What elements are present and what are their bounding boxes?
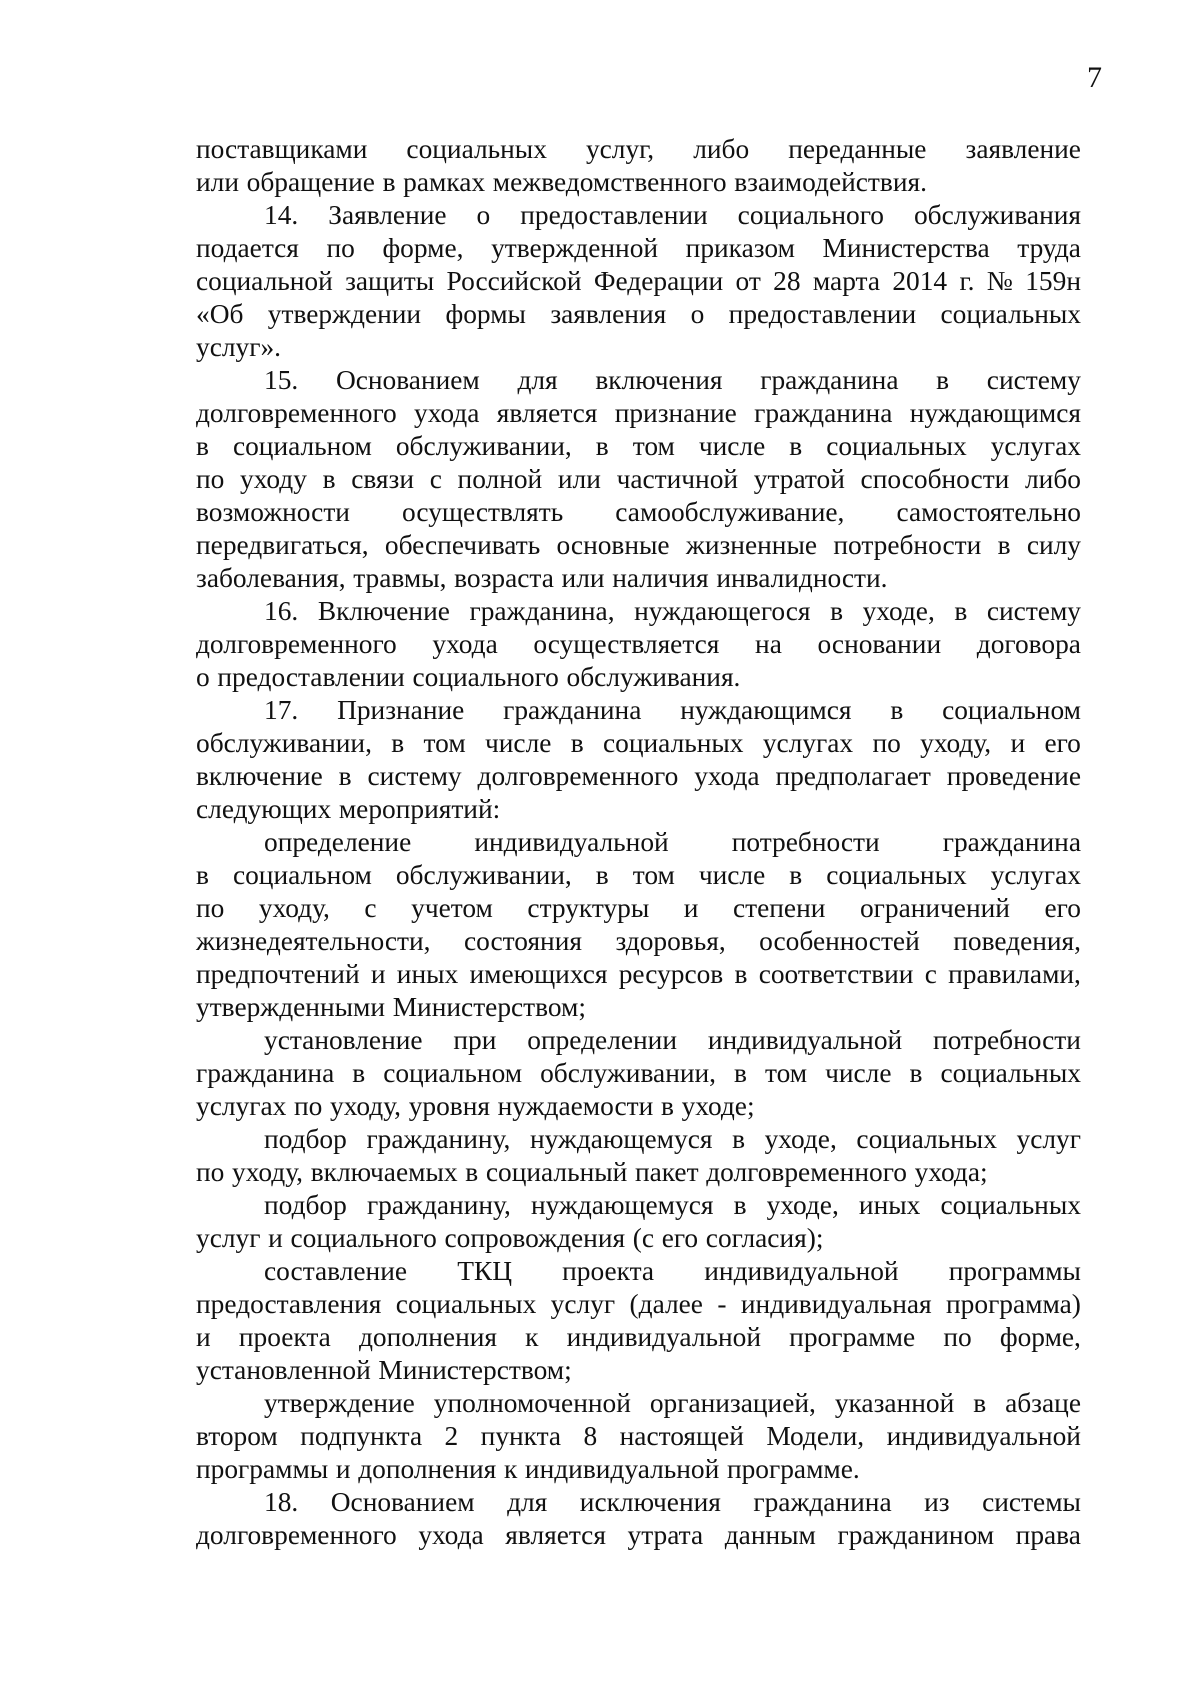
text-line: заболевания, травмы, возраста или наличия инвалидности.	[196, 563, 888, 593]
text-line: 14. Заявление о предоставлении социального обслуживания	[264, 200, 1081, 230]
text-line: 16. Включение гражданина, нуждающегося в уходе, в систему	[264, 596, 1081, 626]
text-line: долговременного ухода является утрата данным гражданином права	[196, 1520, 1081, 1550]
text-line: установление при определении индивидуальной потребности	[264, 1025, 1081, 1055]
text-line: о предоставлении социального обслуживания.	[196, 662, 741, 692]
text-line: поставщиками социальных услуг, либо переданные заявление	[196, 134, 1081, 164]
text-line: подбор гражданину, нуждающемуся в уходе, социальных услуг	[264, 1124, 1081, 1154]
text-line: долговременного ухода является признание гражданина нуждающимся	[196, 398, 1081, 428]
text-line: утверждение уполномоченной организацией, указанной в абзаце	[264, 1388, 1081, 1418]
page-number: 7	[1087, 61, 1102, 94]
text-line: по уходу, с учетом структуры и степени ограничений его	[196, 893, 1081, 923]
text-line: втором подпункта 2 пункта 8 настоящей Модели, индивидуальной	[196, 1421, 1081, 1451]
text-line: 17. Признание гражданина нуждающимся в социальном	[264, 695, 1081, 725]
text-line: установленной Министерством;	[196, 1355, 572, 1385]
text-line: и проекта дополнения к индивидуальной программе по форме,	[196, 1322, 1081, 1352]
text-line: программы и дополнения к индивидуальной программе.	[196, 1454, 860, 1484]
text-line: в социальном обслуживании, в том числе в социальных услугах	[196, 860, 1081, 890]
text-line: услуг».	[196, 332, 281, 362]
text-line: «Об утверждении формы заявления о предоставлении социальных	[196, 299, 1081, 329]
text-line: предоставления социальных услуг (далее - индивидуальная программа)	[196, 1289, 1081, 1319]
text-line: услугах по уходу, уровня нуждаемости в уходе;	[196, 1091, 755, 1121]
text-line: услуг и социального сопровождения (с его согласия);	[196, 1223, 824, 1253]
text-line: определение индивидуальной потребности гражданина	[264, 827, 1081, 857]
text-line: долговременного ухода осуществляется на основании договора	[196, 629, 1081, 659]
text-line: подбор гражданину, нуждающемуся в уходе, иных социальных	[264, 1190, 1081, 1220]
text-line: предпочтений и иных имеющихся ресурсов в соответствии с правилами,	[196, 959, 1081, 989]
text-line: социальной защиты Российской Федерации от 28 марта 2014 г. № 159н	[196, 266, 1081, 296]
text-line: или обращение в рамках межведомственного взаимодействия.	[196, 167, 927, 197]
text-line: составление ТКЦ проекта индивидуальной программы	[264, 1256, 1081, 1286]
text-line: гражданина в социальном обслуживании, в том числе в социальных	[196, 1058, 1081, 1088]
text-line: обслуживании, в том числе в социальных услугах по уходу, и его	[196, 728, 1081, 758]
text-line: утвержденными Министерством;	[196, 992, 587, 1022]
document-body	[196, 133, 1081, 1552]
text-line: 18. Основанием для исключения гражданина из системы	[264, 1487, 1081, 1517]
text-line: в социальном обслуживании, в том числе в социальных услугах	[196, 431, 1081, 461]
text-line: возможности осуществлять самообслуживание, самостоятельно	[196, 497, 1081, 527]
text-line: 15. Основанием для включения гражданина в систему	[264, 365, 1081, 395]
text-line: включение в систему долговременного ухода предполагает проведение	[196, 761, 1081, 791]
text-line: по уходу в связи с полной или частичной утратой способности либо	[196, 464, 1081, 494]
text-line: подается по форме, утвержденной приказом Министерства труда	[196, 233, 1081, 263]
text-line: жизнедеятельности, состояния здоровья, особенностей поведения,	[196, 926, 1081, 956]
text-line: по уходу, включаемых в социальный пакет долговременного ухода;	[196, 1157, 988, 1187]
text-line: следующих мероприятий:	[196, 794, 501, 824]
text-line: передвигаться, обеспечивать основные жизненные потребности в силу	[196, 530, 1081, 560]
